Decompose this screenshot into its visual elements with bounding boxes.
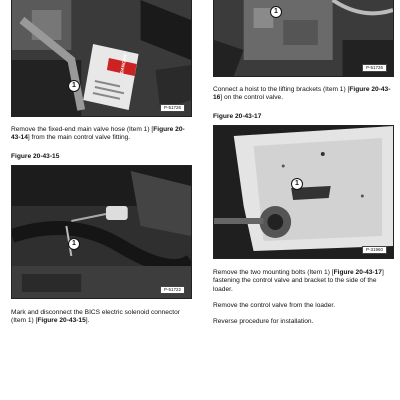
left-column [11, 0, 192, 326]
step-text: Remove the fixed-end main valve hose (Item 1) [Figure 20-43-14] from the main control valve fitting. [11, 126, 185, 142]
figure-ref: Figure 20-43-15 [37, 317, 86, 325]
figure-ref: Figure 20-43-14 [11, 126, 185, 142]
step-text: Mark and disconnect the BICS electric solenoid connector (Item 1) [Figure 20-43-15]. [11, 308, 180, 325]
item-1-callout: 1 [291, 178, 303, 190]
item-1-callout: 1 [68, 238, 80, 250]
figure-ref: Figure 20-43-16 [213, 86, 391, 102]
step-text: Remove the control valve from the loader. [213, 302, 336, 310]
figure-20-43-15-photo [11, 165, 192, 299]
figure-ref: Figure 20-43-17 [333, 268, 382, 276]
item-1-callout: 1 [270, 6, 282, 18]
step-text: Connect a hoist to the lifting brackets (Item 1) [Figure 20-43-16] on the control valve. [213, 86, 391, 102]
figure-20-43-16-photo [213, 0, 394, 77]
step-text: Remove the two mounting bolts (Item 1) [Figure 20-43-17] fastening the control valve and bracket to the side of the loader. [213, 268, 384, 293]
photo-code: P-31960 [362, 246, 387, 254]
right-column [213, 0, 394, 327]
figure-title: Figure 20-43-15 [11, 152, 60, 160]
photo-code: P-51722 [160, 286, 185, 294]
figure-20-43-17-photo [213, 125, 394, 259]
item-1-callout: 1 [68, 80, 80, 92]
figure-title: Figure 20-43-17 [213, 112, 262, 120]
step-text: Reverse procedure for installation. [213, 318, 314, 326]
figure-20-43-14-photo [11, 0, 192, 117]
danger-decal-text: DANGER [119, 53, 128, 74]
photo-code: P-51726 [160, 104, 185, 112]
photo-code: P-51726 [362, 64, 387, 72]
